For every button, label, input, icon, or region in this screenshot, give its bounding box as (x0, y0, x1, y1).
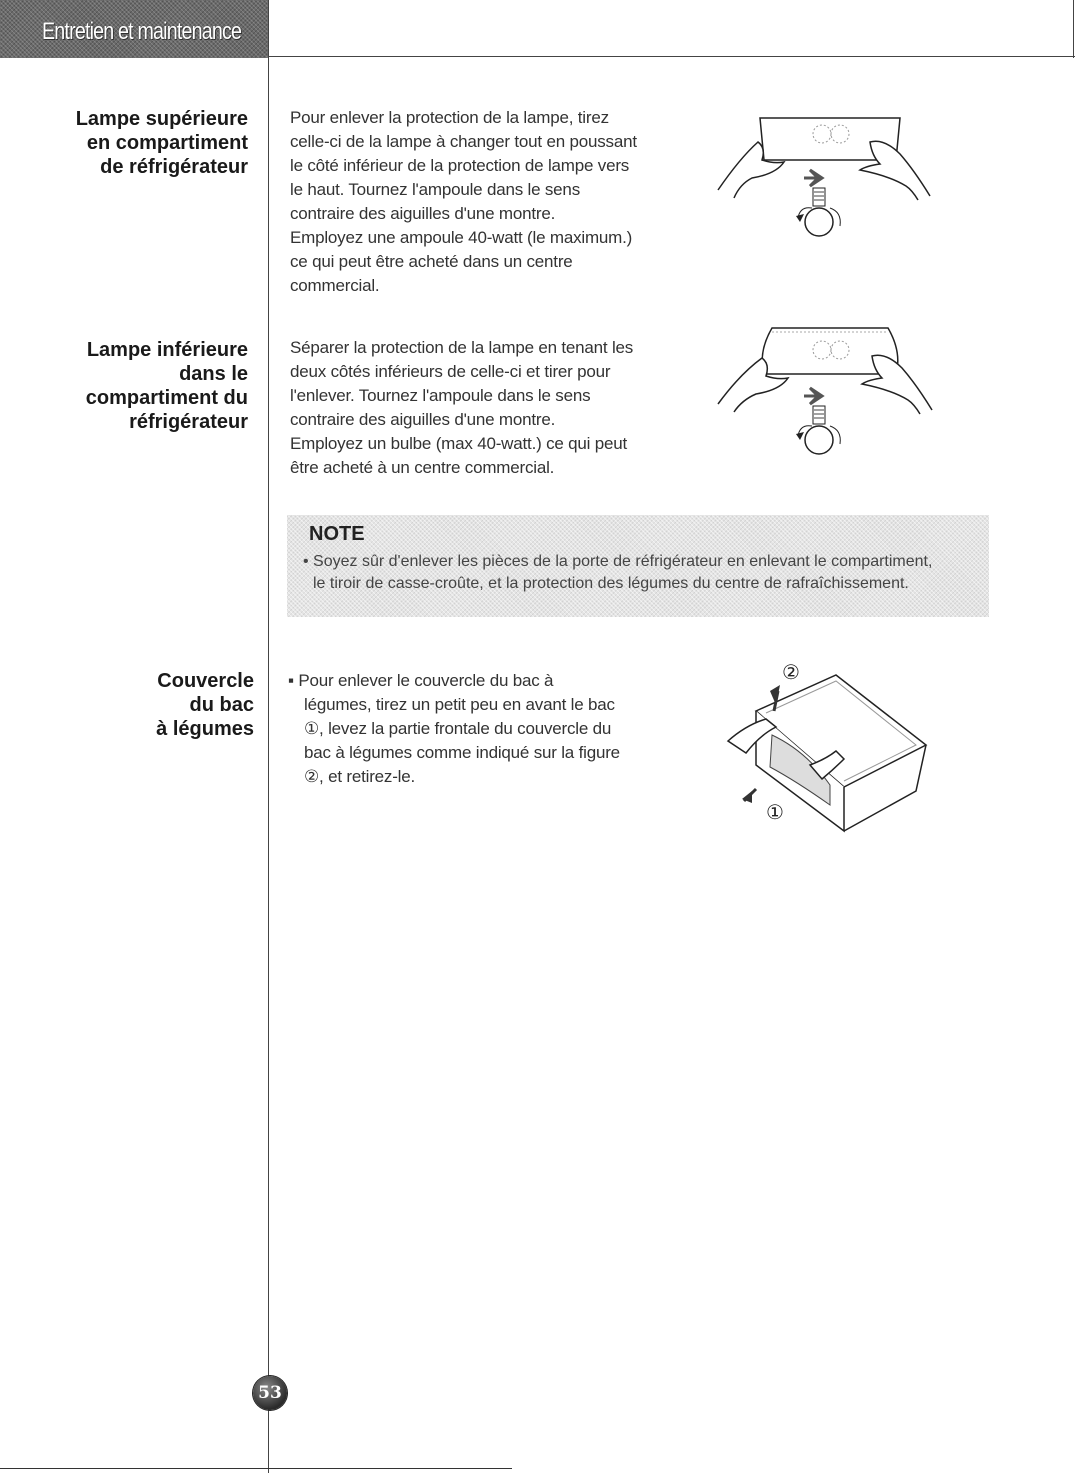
title-line: du bac (189, 694, 254, 716)
body-line: ▪ Pour enlever le couvercle du bac à (288, 671, 554, 690)
body-line: contraire des aiguilles d'une montre. (290, 410, 556, 429)
upper-lamp-illustration (700, 108, 940, 248)
crisper-cover-illustration (726, 655, 946, 840)
title-line: Lampe inférieure (86, 339, 248, 361)
section-body-crisper-cover (288, 669, 620, 789)
top-rule (268, 56, 1075, 57)
title-line: Couvercle (157, 670, 254, 692)
body-line: Employez une ampoule 40-watt (le maximum.) (290, 228, 633, 247)
body-line: contraire des aiguilles d'une montre. (290, 204, 556, 223)
title-line: à légumes (156, 718, 254, 740)
title-line: en compartiment (86, 132, 248, 154)
lower-lamp-illustration (700, 318, 940, 468)
title-line: dans le (179, 363, 248, 385)
body-line: Pour enlever la protection de la lampe, tirez (290, 108, 609, 127)
page-number-badge: 53 (253, 1376, 287, 1410)
section-body-lower-lamp (290, 336, 633, 480)
body-line: commercial. (290, 276, 380, 295)
body-line: être acheté à un centre commercial. (290, 458, 555, 477)
title-line: de réfrigérateur (100, 156, 248, 178)
body-line: légumes, tirez un petit peu en avant le bac (304, 695, 615, 714)
right-edge-rule (1073, 0, 1074, 58)
body-line: deux côtés inférieurs de celle-ci et tirer pour (290, 362, 611, 381)
note-box (287, 515, 989, 617)
body-line: Employez un bulbe (max 40-watt.) ce qui peut (290, 434, 628, 453)
body-line: le haut. Tournez l'ampoule dans le sens (290, 180, 580, 199)
header-title: Entretien et maintenance (42, 18, 242, 45)
title-line: réfrigérateur (129, 411, 248, 433)
title-line: Lampe supérieure (75, 108, 248, 130)
title-line: compartiment du (85, 387, 248, 409)
section-title-crisper-cover (64, 669, 254, 741)
section-title-lower-lamp (58, 338, 248, 434)
note-line: • Soyez sûr d'enlever les pièces de la porte de réfrigérateur en enlevant le compartiment, (303, 553, 933, 570)
step-2-label: ② (782, 660, 800, 684)
note-text (303, 551, 932, 595)
body-line: l'enlever. Tournez l'ampoule dans le sens (290, 386, 591, 405)
step-1-label: ① (766, 800, 784, 824)
body-line: bac à légumes comme indiqué sur la figure (304, 743, 620, 762)
header-band (0, 0, 268, 58)
body-line: celle-ci de la lampe à changer tout en poussant (290, 132, 637, 151)
body-line: le côté inférieur de la protection de lampe vers (290, 156, 630, 175)
body-line: Séparer la protection de la lampe en tenant les (290, 338, 634, 357)
section-body-upper-lamp (290, 106, 637, 298)
body-line: ①, levez la partie frontale du couvercle du (304, 719, 612, 738)
vertical-rule (268, 0, 269, 1473)
note-line: le tiroir de casse-croûte, et la protection des légumes du centre de rafraîchissement. (313, 575, 909, 592)
body-line: ②, et retirez-le. (304, 767, 416, 786)
section-title-upper-lamp (58, 107, 248, 179)
bottom-rule (0, 1468, 512, 1469)
note-title: NOTE (309, 523, 365, 545)
body-line: ce qui peut être acheté dans un centre (290, 252, 573, 271)
